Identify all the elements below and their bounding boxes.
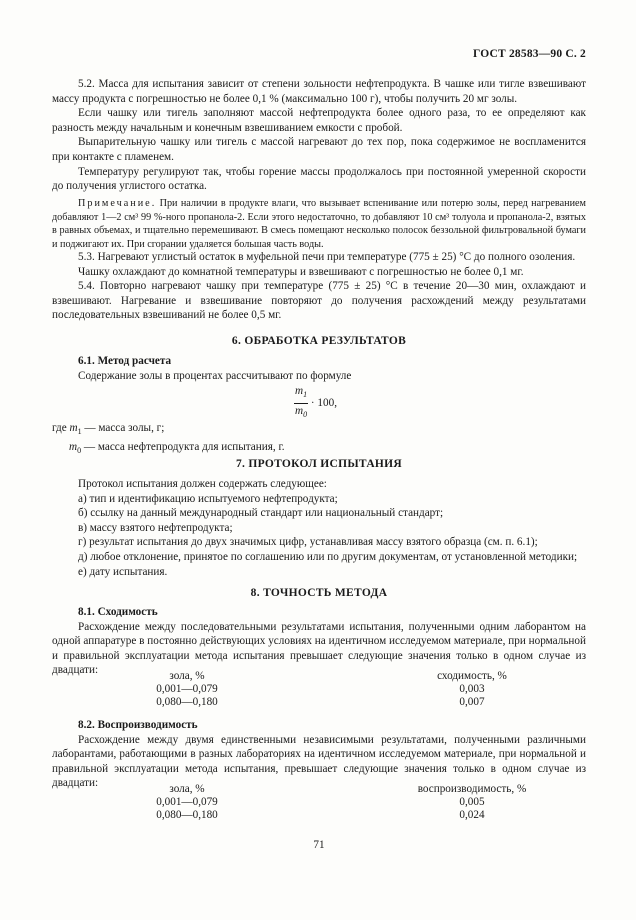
paragraph: 5.3. Нагревают углистый остаток в муфельной печи при температуре (775 ± 25) °С до полного озоления. <box>78 251 576 263</box>
list-item: в) массу взятого нефтепродукта; <box>78 521 233 534</box>
list-item: д) любое отклонение, принятое по соглашению или по другим документам, от установленной методики; <box>78 550 578 563</box>
subsection-title: 8.2. Воспроизводимость <box>78 719 198 731</box>
list-item: а) тип и идентификацию испытуемого нефтепродукта; <box>78 492 338 505</box>
section-8-1 <box>52 605 586 678</box>
paragraph: Расхождение между последовательными результатами испытания, полученными одним лаборантом на одной аппаратуре в постоянно действующих условиях на идентичном исследуемом материале, при нормальной и правильной эксплуатации метода испытания превышает следующие значения только в одном случае из двадцати: <box>52 620 586 677</box>
table-row: 0,001—0,079 0,003 <box>156 683 485 695</box>
section-8-2 <box>52 718 586 791</box>
section-8-title: 8. ТОЧНОСТЬ МЕТОДА <box>250 587 388 599</box>
note-text: При наличии в продукте влаги, что вызывает вспенивание или потерю золы, перед нагреванием добавляют 1—2 см³ 99 %-ного пропанола-2. Если этого недостаточно, то добавляют 10 см³ толуола и пропанола-2, взятых в равных объемах, и тщательно перемешивают. В смесь помещают несколько полосок беззольной фильтровальной бумаги и поджигают их. При сгорании удаляется большая часть воды. <box>52 198 586 250</box>
table-row: 0,001—0,079 0,005 <box>156 796 485 808</box>
paragraph: Температуру регулируют так, чтобы горение массы продолжалось при постоянной умеренной скорости до получения углистого остатка. <box>52 165 586 193</box>
list-item: б) ссылку на данный международный стандарт или национальный стандарт; <box>78 507 444 520</box>
paragraph: Если чашку или тигель заполняют массой нефтепродукта более одного раза, то ее определяют как разность между начальным и конечным взвешиванием емкости с пробой. <box>52 107 586 134</box>
formula-legend <box>52 421 586 459</box>
legend-line: где $m_1$ — масса золы, г; <box>52 422 165 437</box>
section-6-1 <box>52 354 586 383</box>
table-row: 0,080—0,180 0,007 <box>156 696 485 708</box>
subsection-title: 8.1. Сходимость <box>78 606 158 618</box>
note <box>52 197 586 251</box>
paragraph: Расхождение между двумя единственными независимыми результатами, полученными различными лаборантами, работающими в разных лабораториях на идентичном исследуемом материале, при нормальной и правильной эксплуатации метода испытания, превышает следующие значения только в одном случае из двадцати: <box>52 733 586 790</box>
note-label: Примечание. <box>78 198 157 209</box>
section-6-title: 6. ОБРАБОТКА РЕЗУЛЬТАТОВ <box>231 335 407 347</box>
section-5-3 <box>52 250 586 323</box>
paragraph: Содержание золы в процентах рассчитывают по формуле <box>78 369 352 382</box>
section-7 <box>52 477 586 579</box>
list-item: е) дату испытания. <box>78 565 168 578</box>
section-5-2 <box>52 77 586 194</box>
page-number: 71 <box>313 839 325 851</box>
paragraph: Чашку охлаждают до комнатной температуры и взвешивают с погрешностью не более 0,1 мг. <box>78 265 524 278</box>
page-header: ГОСТ 28583—90 С. 2 <box>473 48 586 60</box>
fraction: $\frac{m_1}{m_0}$ <box>295 385 308 420</box>
section-7-title: 7. ПРОТОКОЛ ИСПЫТАНИЯ <box>235 458 403 470</box>
paragraph: Выпарительную чашку или тигель с массой нагревают до тех пор, пока содержимое не воспламенится при контакте с пламенем. <box>52 136 586 163</box>
paragraph: 5.2. Масса для испытания зависит от степени зольности нефтепродукта. В чашке или тигле взвешивают массу продукта с погрешностью не более 0,1 % (максимально 100 г), чтобы получить 20 мг золы. <box>52 78 586 105</box>
table-header: зола, % воспроизводимость, % <box>169 783 527 795</box>
formula-tail: · 100, <box>310 396 337 409</box>
list-item: г) результат испытания до двух значимых цифр, устанавливая массу взятого образца (см. п. 6.1); <box>78 536 538 549</box>
paragraph: Протокол испытания должен содержать следующее: <box>78 478 327 490</box>
subsection-title: 6.1. Метод расчета <box>78 355 172 367</box>
table-row: 0,080—0,180 0,024 <box>156 809 485 821</box>
table-header: зола, % сходимость, % <box>169 670 507 682</box>
formula <box>294 384 414 423</box>
legend-line: $m_0$ — масса нефтепродукта для испытания, г. <box>69 440 285 456</box>
paragraph: 5.4. Повторно нагревают чашку при температуре (775 ± 25) °С в течение 20—30 мин, охлаждают и взвешивают. Нагревание и взвешивание повторяют до получения расхождений между результатами последовательных взвешиваний не более 0,5 мг. <box>52 280 586 322</box>
